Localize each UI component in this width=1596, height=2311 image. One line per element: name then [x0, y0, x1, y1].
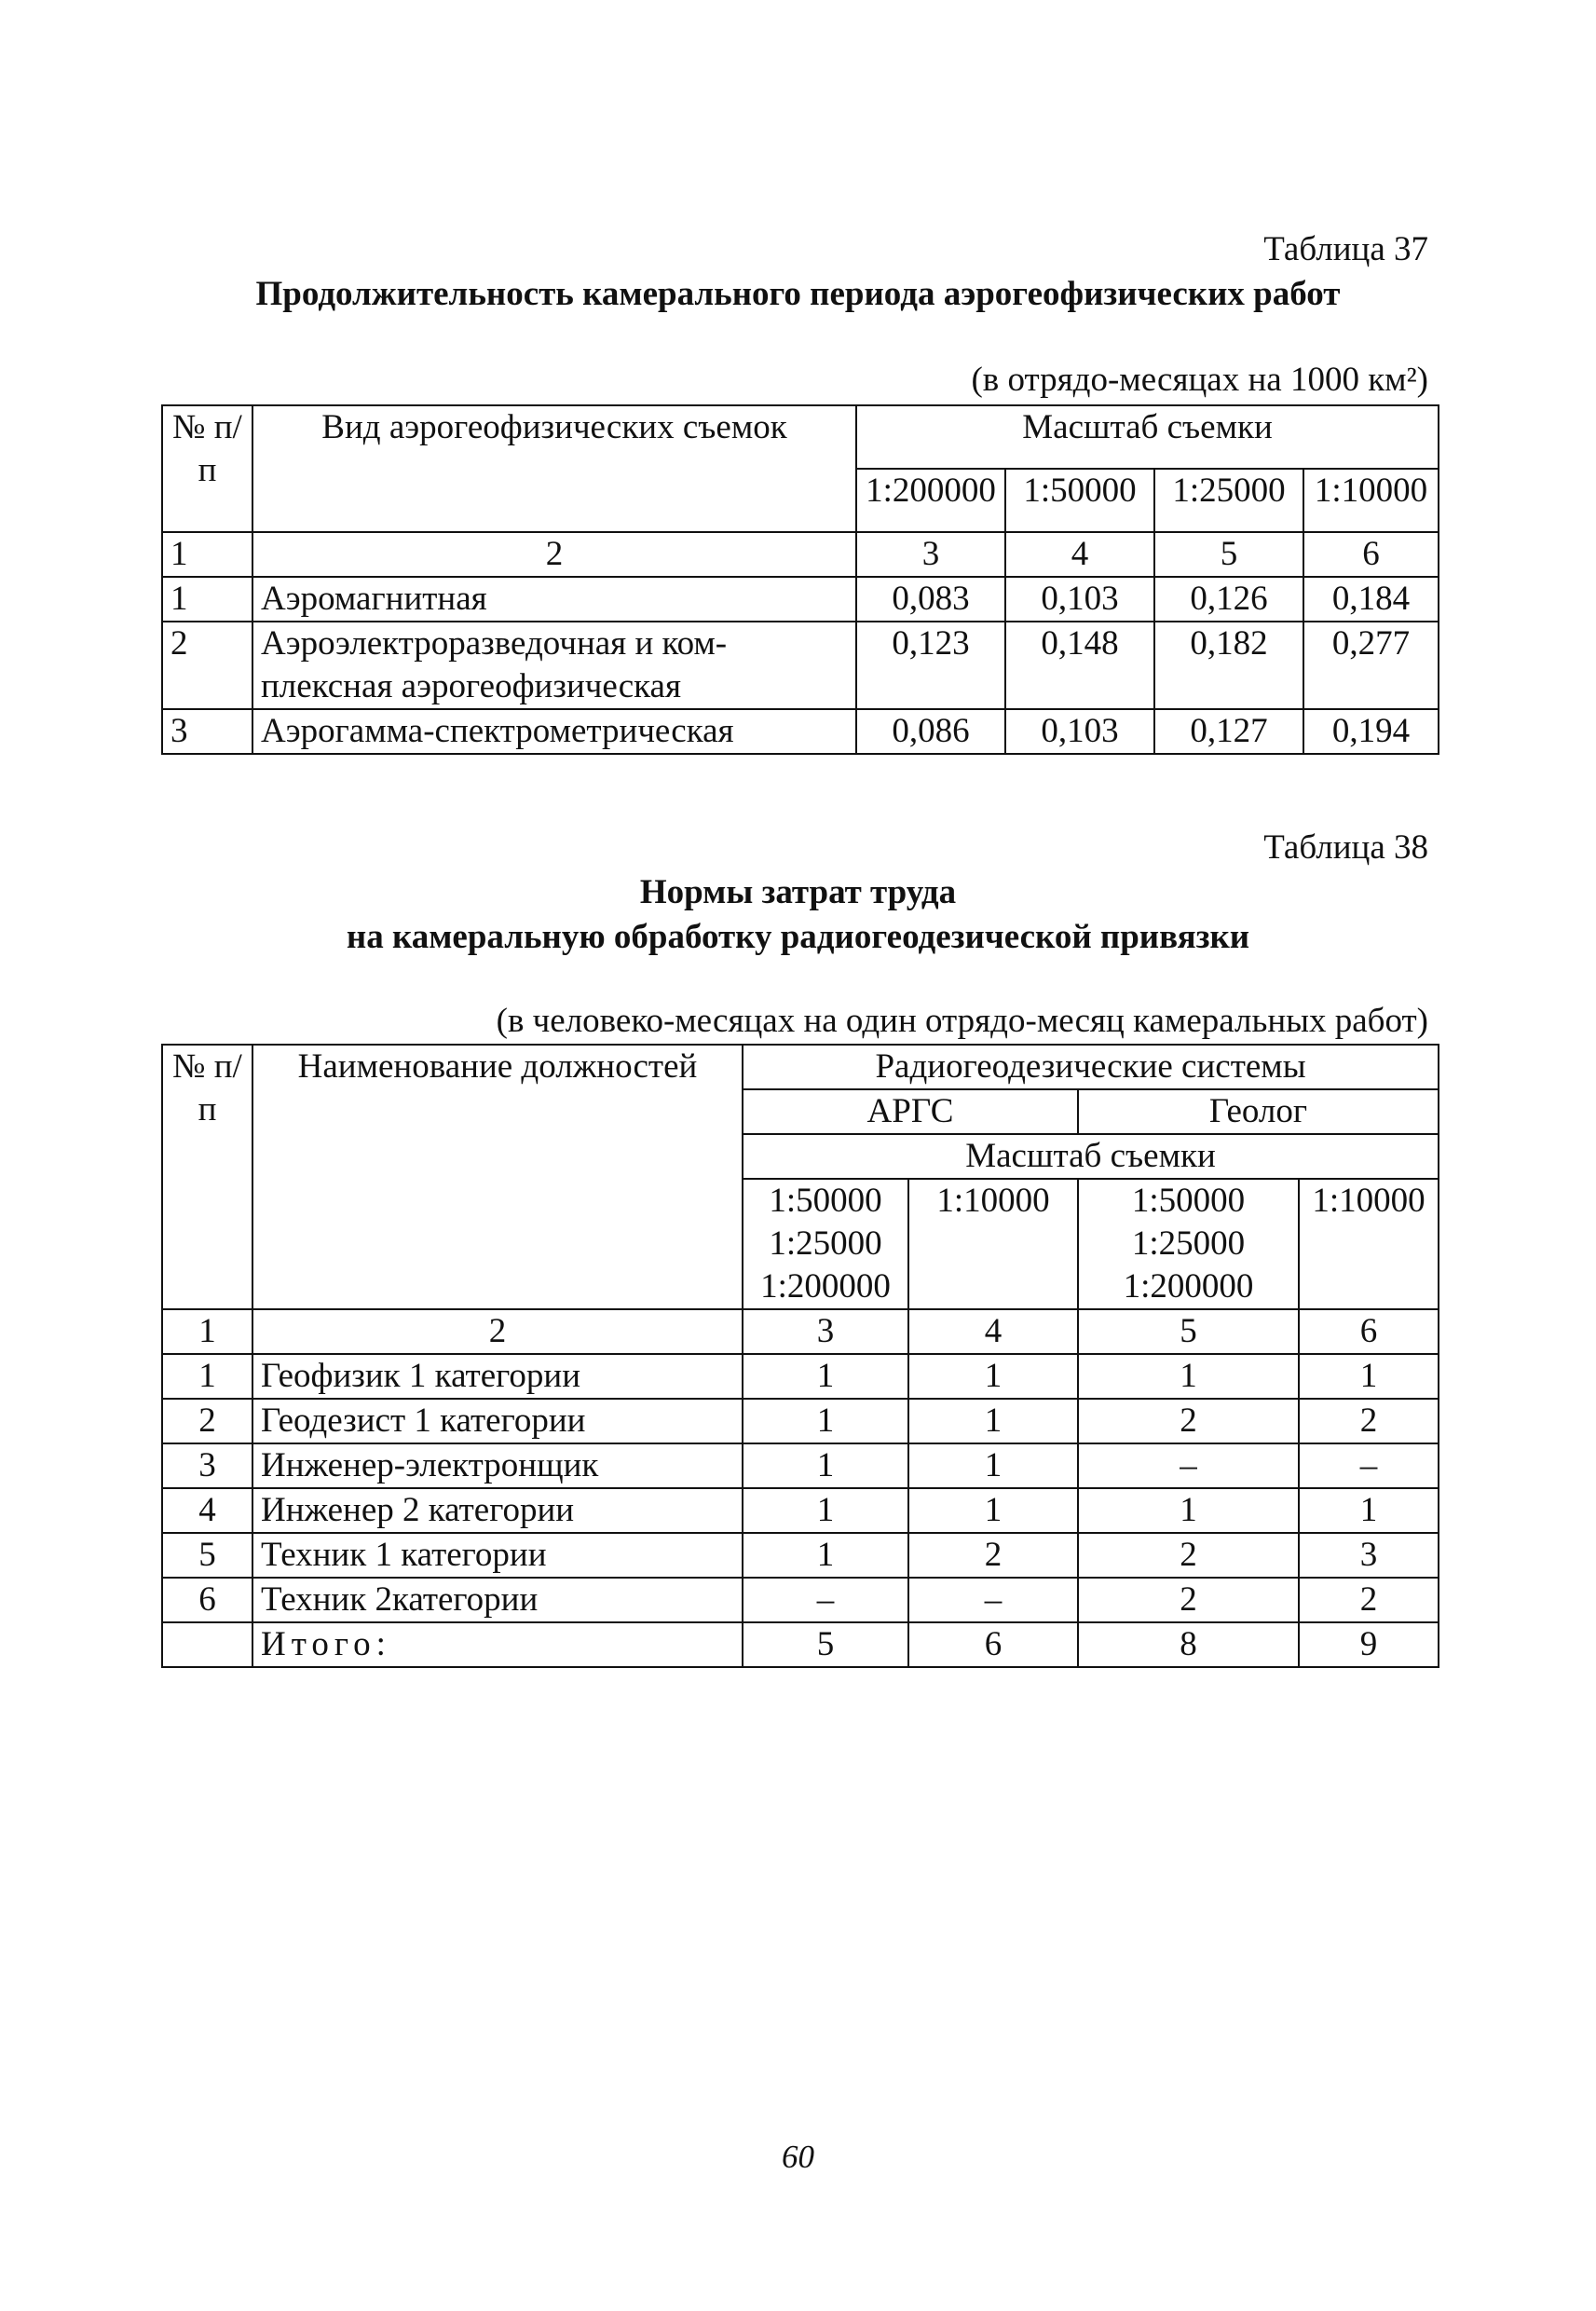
table38-cell: 1: [743, 1443, 908, 1488]
table38-row-name: Техник 2категории: [252, 1578, 743, 1622]
table38-cell: 1: [908, 1443, 1078, 1488]
table38-row-num: 1: [162, 1354, 252, 1399]
table38-total-cell: 9: [1299, 1622, 1439, 1667]
table38-cell: 2: [1299, 1399, 1439, 1443]
table-row: [162, 1399, 1439, 1443]
table38-cell: 3: [1299, 1533, 1439, 1578]
table38-label: Таблица 38: [1263, 828, 1428, 867]
table38-colnum: 1: [162, 1309, 252, 1354]
table38-cell: 1: [908, 1354, 1078, 1399]
table37-cell: 0,148: [1005, 622, 1154, 709]
table38-scale-d: 1:10000: [1299, 1179, 1439, 1309]
table38-header-systems: Радиогеодезические системы: [743, 1045, 1439, 1089]
table37-colnum: 5: [1154, 532, 1303, 577]
table37-colnum: 1: [162, 532, 252, 577]
table38-colnum: 4: [908, 1309, 1078, 1354]
table38-cell: 2: [908, 1533, 1078, 1578]
table37-row-name: Аэроэлектроразведочная и ком-плексная аэрогеофизическая: [252, 622, 856, 709]
table38-colnum: 3: [743, 1309, 908, 1354]
table37-row-num: 1: [162, 577, 252, 622]
table-row: [162, 709, 1439, 754]
table37-header-scale: Масштаб съемки: [856, 405, 1439, 469]
table38-title-line2: на камеральную обработку радиогеодезической привязки: [346, 918, 1250, 956]
table38-cell: –: [743, 1578, 908, 1622]
table-row: [162, 622, 1439, 709]
table37-scale-4: 1:10000: [1303, 469, 1439, 532]
table38-cell: 1: [1299, 1354, 1439, 1399]
table38-row-name: Инженер 2 категории: [252, 1488, 743, 1533]
table38-row-num: 3: [162, 1443, 252, 1488]
table-row: [162, 577, 1439, 622]
table38-cell: 1: [1299, 1488, 1439, 1533]
table38-total-row: [162, 1622, 1439, 1667]
table37-header-num: № п/п: [162, 405, 252, 532]
table38-row-name: Геодезист 1 категории: [252, 1399, 743, 1443]
table37-colnum: 6: [1303, 532, 1439, 577]
table38-cell: 1: [743, 1399, 908, 1443]
table37-cell: 0,127: [1154, 709, 1303, 754]
table38-colnum-row: [162, 1309, 1439, 1354]
table37-title: Продолжительность камерального периода аэрогеофизических работ: [255, 275, 1341, 313]
table37-row-num: 2: [162, 622, 252, 709]
table38-header-scale: Масштаб съемки: [743, 1134, 1439, 1179]
table38-cell: –: [908, 1578, 1078, 1622]
table37-cell: 0,126: [1154, 577, 1303, 622]
table37-cell: 0,182: [1154, 622, 1303, 709]
table38-header-geolog: Геолог: [1078, 1089, 1439, 1134]
table38-cell: 2: [1078, 1533, 1299, 1578]
table38-total-empty: [162, 1622, 252, 1667]
table37-colnum: 4: [1005, 532, 1154, 577]
table38-total-cell: 5: [743, 1622, 908, 1667]
table37-header-kind: Вид аэрогеофизических съемок: [252, 405, 856, 532]
table38-cell: –: [1299, 1443, 1439, 1488]
table-row: [162, 1354, 1439, 1399]
table38-colnum: 5: [1078, 1309, 1299, 1354]
table38-cell: –: [1078, 1443, 1299, 1488]
table37-cell: 0,103: [1005, 709, 1154, 754]
table38-colnum: 6: [1299, 1309, 1439, 1354]
table38-total-cell: 6: [908, 1622, 1078, 1667]
table38-row-name: Геофизик 1 категории: [252, 1354, 743, 1399]
table38-cell: 1: [743, 1488, 908, 1533]
table38-row-num: 6: [162, 1578, 252, 1622]
table38-cell: 1: [1078, 1488, 1299, 1533]
table37-row-num: 3: [162, 709, 252, 754]
table37-row-name: Аэрогамма-спектрометрическая: [252, 709, 856, 754]
table38-header-num: № п/п: [162, 1045, 252, 1309]
table38-cell: 1: [908, 1488, 1078, 1533]
table38-total-label: Итого:: [252, 1622, 743, 1667]
table38-cell: 1: [743, 1354, 908, 1399]
table38-header-args: АРГС: [743, 1089, 1078, 1134]
table37-cell: 0,123: [856, 622, 1005, 709]
table38-total-cell: 8: [1078, 1622, 1299, 1667]
table38-cell: 2: [1078, 1399, 1299, 1443]
table37: [161, 404, 1439, 755]
table38-cell: 2: [1299, 1578, 1439, 1622]
table38-cell: 2: [1078, 1578, 1299, 1622]
table-row: [162, 1578, 1439, 1622]
table37-cell: 0,184: [1303, 577, 1439, 622]
table38-row-num: 2: [162, 1399, 252, 1443]
table38-cell: 1: [1078, 1354, 1299, 1399]
table38-cell: 1: [743, 1533, 908, 1578]
table37-scale-2: 1:50000: [1005, 469, 1154, 532]
table-row: [162, 1443, 1439, 1488]
table37-label: Таблица 37: [1263, 230, 1428, 268]
table38-unit: (в человеко-месяцах на один отрядо-месяц камеральных работ): [496, 1002, 1428, 1040]
table38-row-name: Техник 1 категории: [252, 1533, 743, 1578]
table37-unit: (в отрядо-месяцах на 1000 км²): [971, 361, 1428, 399]
table38-colnum: 2: [252, 1309, 743, 1354]
table37-colnum-row: [162, 532, 1439, 577]
table37-colnum: 2: [252, 532, 856, 577]
table38: [161, 1044, 1439, 1668]
table37-scale-1: 1:200000: [856, 469, 1005, 532]
table38-cell: 1: [908, 1399, 1078, 1443]
table37-cell: 0,083: [856, 577, 1005, 622]
table38-scale-b: 1:10000: [908, 1179, 1078, 1309]
table37-row-name: Аэромагнитная: [252, 577, 856, 622]
table37-cell: 0,194: [1303, 709, 1439, 754]
table38-row-name: Инженер-электронщик: [252, 1443, 743, 1488]
table37-cell: 0,103: [1005, 577, 1154, 622]
table-row: [162, 1533, 1439, 1578]
table38-header-position: Наименование должностей: [252, 1045, 743, 1309]
table38-scale-a: 1:50000 1:25000 1:200000: [743, 1179, 908, 1309]
table38-scale-c: 1:50000 1:25000 1:200000: [1078, 1179, 1299, 1309]
table37-scale-3: 1:25000: [1154, 469, 1303, 532]
table38-row-num: 4: [162, 1488, 252, 1533]
table38-title-line1: Нормы затрат труда: [639, 873, 957, 911]
table37-colnum: 3: [856, 532, 1005, 577]
table-row: [162, 1488, 1439, 1533]
page-number: 60: [782, 2139, 814, 2175]
table38-row-num: 5: [162, 1533, 252, 1578]
table37-cell: 0,277: [1303, 622, 1439, 709]
table37-cell: 0,086: [856, 709, 1005, 754]
